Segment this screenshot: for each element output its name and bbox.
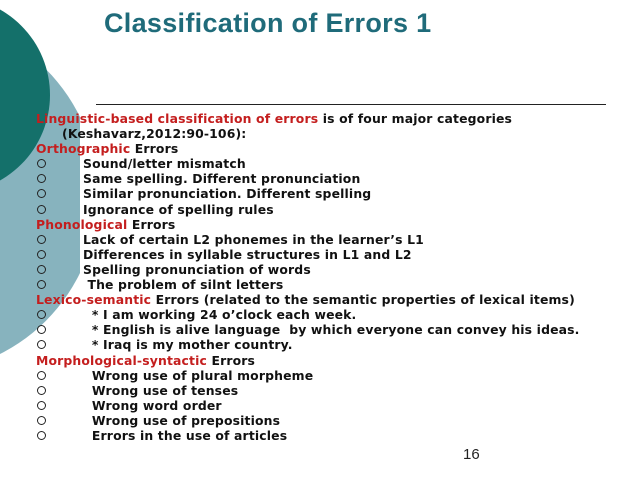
section-suffix: Errors (related to the semantic properties of lexical items) [151,292,575,308]
circle-bullet-icon [37,310,46,319]
section-title: Orthographic [36,141,131,157]
circle-bullet-icon [37,280,46,289]
list-item: Wrong use of plural morpheme [36,368,636,383]
list-item: Wrong use of prepositions [36,413,636,428]
circle-bullet-icon [37,250,46,259]
section-title: Phonological [36,216,128,232]
section-suffix: Errors [130,141,179,157]
list-item: Similar pronunciation. Different spelling [36,186,636,201]
circle-bullet-icon [37,325,46,334]
intro-highlight: Linguistic-based classification of errors [36,111,319,126]
circle-bullet-icon [37,189,46,198]
section-title: Morphological-syntactic [36,352,207,368]
circle-bullet-icon [37,386,46,395]
section-heading [36,292,636,307]
circle-bullet-icon [37,416,46,425]
list-item: Sound/letter mismatch [36,156,636,171]
section-heading [36,141,636,156]
section-suffix: Errors [207,352,256,368]
list-item: Same spelling. Different pronunciation [36,171,636,186]
list-item: Errors in the use of articles [36,428,636,443]
circle-bullet-icon [37,431,46,440]
circle-bullet-icon [37,159,46,168]
section-heading [36,217,636,232]
list-item: Ignorance of spelling rules [36,202,636,217]
title-divider [96,104,606,105]
list-item: Wrong word order [36,398,636,413]
list-item: Lack of certain L2 phonemes in the learner’s L1 [36,232,636,247]
section-title: Lexico-semantic [36,292,152,308]
list-item: Wrong use of tenses [36,383,636,398]
list-item: * English is alive language by which everyone can convey his ideas. [36,322,636,337]
page-number: 16 [463,446,480,463]
list-item: * Iraq is my mother country. [36,337,636,352]
circle-bullet-icon [37,371,46,380]
circle-bullet-icon [37,340,46,349]
circle-bullet-icon [37,265,46,274]
slide-content [36,111,636,443]
list-item: Spelling pronunciation of words [36,262,636,277]
intro-citation: (Keshavarz,2012:90-106): [62,126,247,142]
section-heading [36,353,636,368]
circle-bullet-icon [37,235,46,244]
intro-line [36,111,636,126]
circle-bullet-icon [37,205,46,214]
list-item: The problem of silnt letters [36,277,636,292]
circle-bullet-icon [37,174,46,183]
slide-title: Classification of Errors 1 [104,8,432,38]
section-suffix: Errors [127,216,176,232]
intro-text: is of four major categories [318,111,513,126]
list-item: * I am working 24 o’clock each week. [36,307,636,322]
list-item: Differences in syllable structures in L1 and L2 [36,247,636,262]
circle-bullet-icon [37,401,46,410]
